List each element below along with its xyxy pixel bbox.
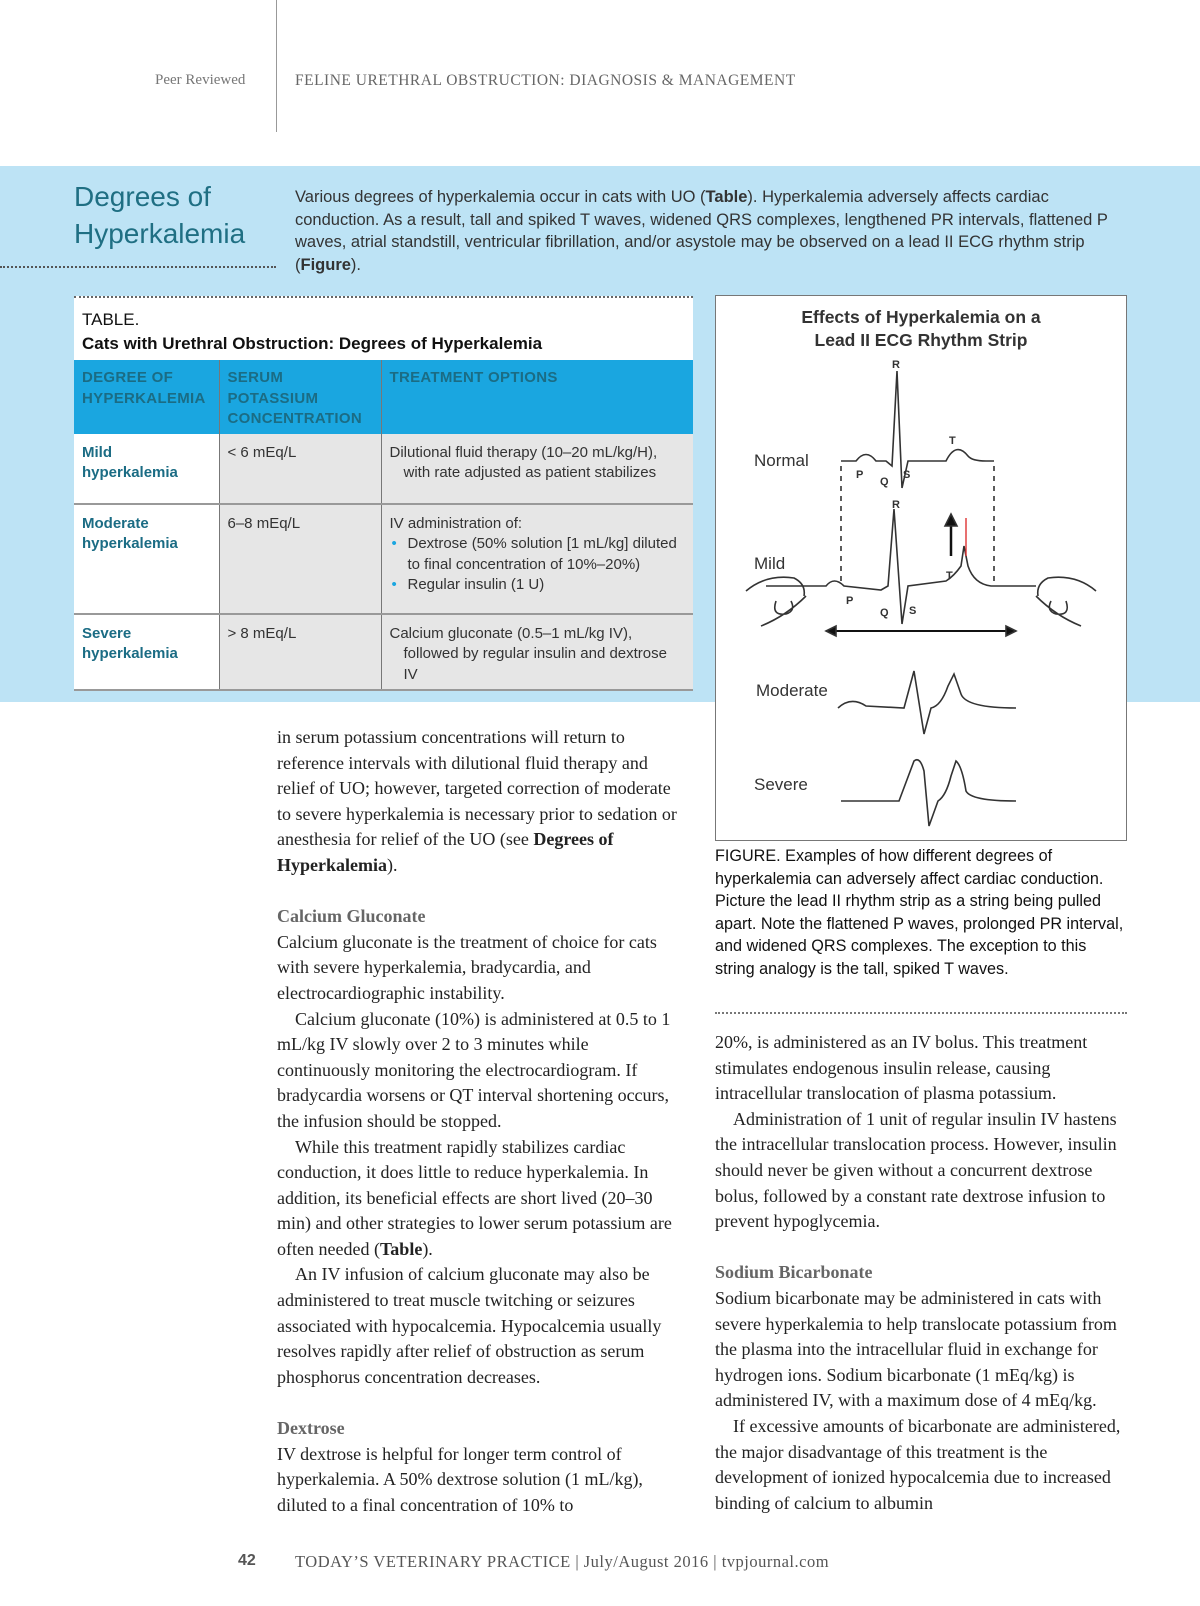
cell-degree: Severe hyperkalemia (74, 614, 219, 691)
right-column (715, 1030, 1130, 1516)
dashed-guides (841, 466, 994, 586)
arrow-head (945, 514, 957, 526)
paragraph: Administration of 1 unit of regular insulin IV hastens the intracellular translocation process. However, insulin should never be given without a concurrent dextrose bolus, followed by a constant rate dextrose infusion to prevent hypoglycemia. (715, 1108, 1117, 1232)
wave-label: P (846, 595, 854, 607)
paragraph: in serum potassium concentrations will return to reference intervals with dilutional fluid therapy and relief of UO; however, targeted correction of moderate to severe hyperkalemia is necessary prior to sedation or anesthesia for relief of the UO (see Degrees of Hyperkalemia). (277, 727, 677, 875)
wave-label: R (892, 499, 900, 511)
cell-degree: Moderate hyperkalemia (74, 504, 219, 614)
cell-treatment: IV administration of: (389, 514, 523, 532)
moderate-trace (838, 671, 1016, 734)
header-divider (276, 0, 277, 132)
table-caption: TABLE. Cats with Urethral Obstruction: Degrees of Hyperkalemia (82, 310, 543, 353)
divider (0, 266, 276, 268)
running-title: FELINE URETHRAL OBSTRUCTION: DIAGNOSIS & MANAGEMENT (295, 72, 796, 89)
ecg-diagram (716, 296, 1128, 842)
table-row (74, 614, 693, 691)
wave-label: P (856, 469, 864, 481)
wave-label: Q (880, 476, 889, 488)
cell-potassium: < 6 mEq/L (219, 434, 381, 504)
severe-trace (841, 760, 1016, 826)
treatment-bullet: • Dextrose (50% solution [1 mL/kg] diluted to final concentration of 10%–20%) (390, 534, 686, 575)
label-normal: Normal (754, 451, 809, 470)
table-header-row (74, 360, 693, 434)
col-header-treatment: TREATMENT OPTIONS (381, 360, 693, 434)
paragraph: An IV infusion of calcium gluconate may also be administered to treat muscle twitching or seizures associated with hypocalcemia. Hypocalcemia usually resolves rapidly after relief of obstruction as serum phosphorus concentration decreases. (277, 1264, 662, 1387)
left-column (277, 725, 682, 1518)
sidebar-intro: Various degrees of hyperkalemia occur in cats with UO (Table). Hyperkalemia adversely affects cardiac conduction. As a result, tall and spiked T waves, widened QRS complexes, lengthened PR intervals, flattened P waves, atrial standstill, ventricular fibrillation, and/or asystole may be observed on a lead II ECG rhythm strip (Figure). (295, 188, 1108, 274)
table-ref[interactable]: Table (379, 1238, 423, 1259)
wave-label: Q (880, 607, 889, 619)
page-number: 42 (238, 1552, 256, 1569)
hand-left-icon (746, 577, 806, 626)
col-header-potassium: SERUM POTASSIUM CONCENTRATION (219, 360, 381, 434)
col-header-degree: DEGREE OF HYPERKALEMIA (74, 360, 219, 434)
paragraph: IV dextrose is helpful for longer term control of hyperkalemia. A 50% dextrose solution (1 mL/kg), diluted to a final concentration of 10% to (277, 1443, 643, 1515)
cell-potassium: > 8 mEq/L (219, 614, 381, 691)
wave-label: T (949, 435, 956, 447)
hand-right-icon (1036, 577, 1096, 626)
paragraph: While this treatment rapidly stabilizes cardiac conduction, it does little to reduce hyperkalemia. In addition, its beneficial effects are short lived (20–30 min) and other strategies to lower serum potassium are often needed (Table). (277, 1136, 672, 1259)
hyperkalemia-table (74, 296, 693, 691)
footer-text: TODAY’S VETERINARY PRACTICE | July/August 2016 | tvpjournal.com (295, 1552, 830, 1571)
cell-treatment: Calcium gluconate (0.5–1 mL/kg IV), followed by regular insulin and dextrose IV (389, 624, 667, 683)
wave-label: T (946, 570, 953, 582)
cell-potassium: 6–8 mEq/L (219, 504, 381, 614)
paragraph: Calcium gluconate (10%) is administered at 0.5 to 1 mL/kg IV slowly over 2 to 3 minutes while continuously monitoring the electrocardiogram. If bradycardia worsens or QT interval shortening occurs, the infusion should be stopped. (277, 1008, 671, 1131)
sidebar-title: Degrees of Hyperkalemia (74, 181, 246, 249)
section-label: Peer Reviewed (155, 72, 246, 88)
paragraph: Calcium gluconate is the treatment of choice for cats with severe hyperkalemia, bradycardia, and electrocardiographic instability. (277, 931, 657, 1003)
figure-title: Effects of Hyperkalemia on a Lead II ECG Rhythm Strip (801, 307, 1041, 350)
mild-trace (766, 509, 1036, 624)
paragraph: Sodium bicarbonate may be administered in cats with severe hyperkalemia to help translocate potassium from the plasma into the intracellular fluid in exchange for hydrogen ions. Sodium bicarbonate (1 mEq/kg) is administered IV, with a maximum dose of 4 mEq/kg. (715, 1287, 1117, 1411)
treatment-bullet: • Regular insulin (1 U) (390, 575, 686, 596)
normal-trace (841, 371, 994, 488)
cell-treatment: Dilutional fluid therapy (10–20 mL/kg/H), with rate adjusted as patient stabilizes (389, 443, 658, 481)
wave-label: S (909, 605, 917, 617)
label-severe: Severe (754, 775, 808, 794)
table-ref[interactable]: Table (705, 188, 748, 206)
ecg-figure (715, 295, 1127, 841)
heading-dextrose: Dextrose (277, 1418, 345, 1439)
paragraph: If excessive amounts of bicarbonate are administered, the major disadvantage of this treatment is the development of ionized hypocalcemia due to increased binding of calcium to albumin (715, 1415, 1121, 1513)
heading-sodium-bicarbonate: Sodium Bicarbonate (715, 1262, 873, 1283)
sidebar-ref[interactable]: Degrees of Hyperkalemia (277, 829, 614, 875)
cell-degree: Mild hyperkalemia (74, 434, 219, 504)
heading-calcium-gluconate: Calcium Gluconate (277, 906, 426, 927)
paragraph: 20%, is administered as an IV bolus. This treatment stimulates endogenous insulin release, causing intracellular translocation of plasma potassium. (715, 1032, 1088, 1104)
figure-caption: FIGURE. Examples of how different degrees of hyperkalemia can adversely affect cardiac conduction. Picture the lead II rhythm strip as a string being pulled apart. Note the flattened P waves, prolonged PR interval, and widened QRS complexes. The exception to this string analogy is the tall, spiked T waves. (715, 847, 1124, 978)
label-mild: Mild (754, 554, 786, 573)
table-row (74, 434, 693, 504)
wave-label: S (903, 469, 911, 481)
label-moderate: Moderate (756, 681, 828, 700)
table-row (74, 504, 693, 614)
divider (715, 1012, 1127, 1014)
figure-ref[interactable]: Figure (300, 255, 351, 274)
wave-label: R (892, 359, 900, 371)
